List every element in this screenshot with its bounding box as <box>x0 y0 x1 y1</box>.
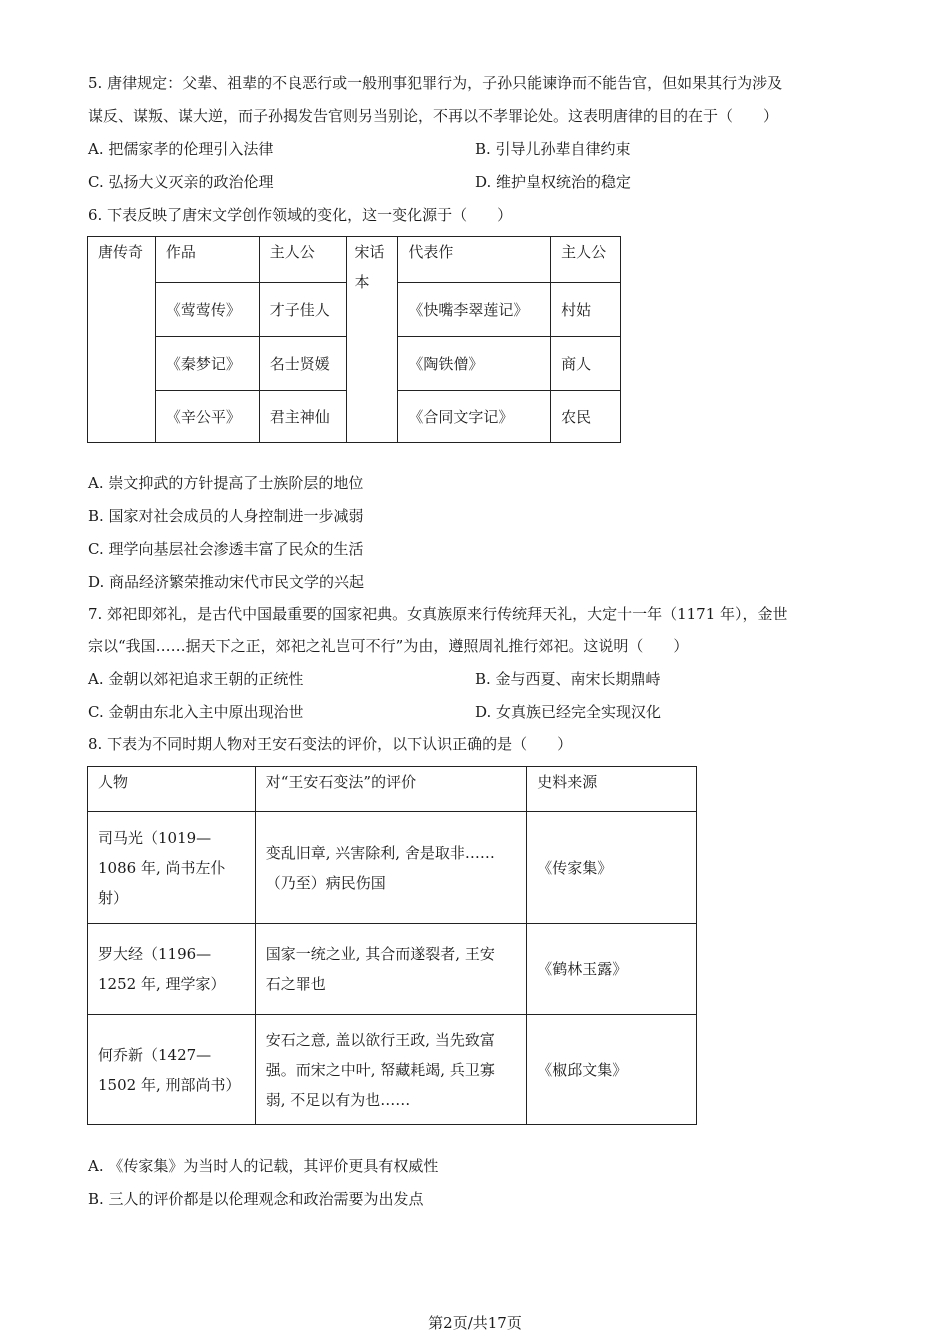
q5-option-b: B. 引导儿孙辈自律约束 <box>475 140 631 158</box>
cell-line: 1086 年, 尚书左仆 <box>98 858 226 877</box>
table-cell: 才子佳人 <box>259 283 346 337</box>
table-cell: 名士贤媛 <box>259 337 346 391</box>
person-cell-luodajing <box>88 924 256 1015</box>
cell-line: 射） <box>98 888 129 907</box>
q6-table <box>87 236 621 443</box>
q7-stem-line1: 7. 郊祀即郊礼，是古代中国最重要的国家祀典。女真族原来行传统拜天礼，大定十一年（1171 年），金世 <box>88 605 788 623</box>
evaluation-cell <box>255 924 527 1015</box>
q5-option-a: A. 把儒家孝的伦理引入法律 <box>88 140 274 158</box>
col-header-works: 作品 <box>155 237 259 283</box>
person-cell-heqiaoxin <box>88 1015 256 1125</box>
tang-chuanqi-label: 唐传奇 <box>88 237 156 443</box>
table-cell: 《辛公平》 <box>155 391 259 443</box>
col-header-person: 人物 <box>88 767 256 812</box>
evaluation-cell <box>255 812 527 924</box>
q5-stem-line2: 谋反、谋叛、谋大逆，而子孙揭发告官则另当别论，不再以不孝罪论处。这表明唐律的目的在于（ ） <box>88 107 779 125</box>
page-number: 第2页/共17页 <box>428 1314 522 1332</box>
q7-option-c: C. 金朝由东北入主中原出现治世 <box>88 703 304 721</box>
cell-line: 罗大经（1196— <box>98 945 212 963</box>
table-cell: 商人 <box>551 337 621 391</box>
table-cell: 君主神仙 <box>259 391 346 443</box>
cell-line: 变乱旧章, 兴害除利, 舍是取非…… <box>265 843 495 862</box>
cell-line: 强。而宋之中叶, 帑藏耗竭, 兵卫寡 <box>265 1060 495 1079</box>
cell-line: 司马光（1019— <box>98 828 212 847</box>
q5-option-d: D. 维护皇权统治的稳定 <box>475 173 632 191</box>
cell-line: 弱, 不足以有为也…… <box>265 1090 411 1109</box>
q6-option-b: B. 国家对社会成员的人身控制进一步减弱 <box>88 507 364 525</box>
q7-option-d: D. 女真族已经完全实现汉化 <box>475 703 662 721</box>
cell-line: 安石之意, 盖以欲行王政, 当先致富 <box>265 1030 495 1049</box>
q7-stem-line2: 宗以“我国……据天下之正，郊祀之礼岂可不行”为由，遵照周礼推行郊祀。这说明（ ） <box>88 637 689 655</box>
q8-table <box>87 766 697 1125</box>
table-cell: 《莺莺传》 <box>155 283 259 337</box>
col-header-protagonist-left: 主人公 <box>259 237 346 283</box>
col-header-representative-works: 代表作 <box>398 237 551 283</box>
q7-option-a: A. 金朝以郊祀追求王朝的正统性 <box>88 670 304 688</box>
person-cell-simaguang <box>88 812 256 924</box>
source-cell: 《传家集》 <box>527 812 697 924</box>
table-cell: 《快嘴李翠莲记》 <box>398 283 551 337</box>
q5-option-c: C. 弘扬大义灭亲的政治伦理 <box>88 173 274 191</box>
evaluation-cell <box>255 1015 527 1125</box>
q6-option-a: A. 崇文抑武的方针提高了士族阶层的地位 <box>88 474 364 492</box>
q8-option-a: A. 《传家集》为当时人的记载，其评价更具有权威性 <box>88 1157 439 1175</box>
table-cell: 《合同文字记》 <box>398 391 551 443</box>
col-header-source: 史料来源 <box>527 767 697 812</box>
source-cell: 《鹤林玉露》 <box>527 924 697 1015</box>
table-cell: 村姑 <box>551 283 621 337</box>
q6-option-c: C. 理学向基层社会渗透丰富了民众的生活 <box>88 540 364 558</box>
cell-line: 国家一统之业, 其合而遂裂者, 王安 <box>265 945 495 963</box>
cell-line: 石之罪也 <box>265 975 326 993</box>
table-cell: 农民 <box>551 391 621 443</box>
col-header-evaluation: 对“王安石变法”的评价 <box>255 767 527 812</box>
q7-option-b: B. 金与西夏、南宋长期鼎峙 <box>475 670 661 688</box>
table-cell: 《陶铁僧》 <box>398 337 551 391</box>
cell-line: 何乔新（1427— <box>98 1045 212 1064</box>
cell-line: （乃至）病民伤国 <box>265 873 386 892</box>
cell-line: 1252 年, 理学家） <box>98 975 226 993</box>
q8-stem: 8. 下表为不同时期人物对王安石变法的评价，以下认识正确的是（ ） <box>88 735 573 753</box>
q5-stem-line1: 5. 唐律规定：父辈、祖辈的不良恶行或一般刑事犯罪行为，子孙只能谏诤而不能告官，但如果其行为涉及 <box>88 74 783 92</box>
cell-line: 1502 年, 刑部尚书） <box>98 1075 241 1094</box>
q6-option-d: D. 商品经济繁荣推动宋代市民文学的兴起 <box>88 573 365 591</box>
song-huaben-label: 宋话本 <box>346 237 398 443</box>
col-header-protagonist-right: 主人公 <box>551 237 621 283</box>
q8-option-b: B. 三人的评价都是以伦理观念和政治需要为出发点 <box>88 1190 424 1208</box>
source-cell: 《椒邱文集》 <box>527 1015 697 1125</box>
q6-stem: 6. 下表反映了唐宋文学创作领域的变化，这一变化源于（ ） <box>88 206 513 224</box>
table-cell: 《秦梦记》 <box>155 337 259 391</box>
